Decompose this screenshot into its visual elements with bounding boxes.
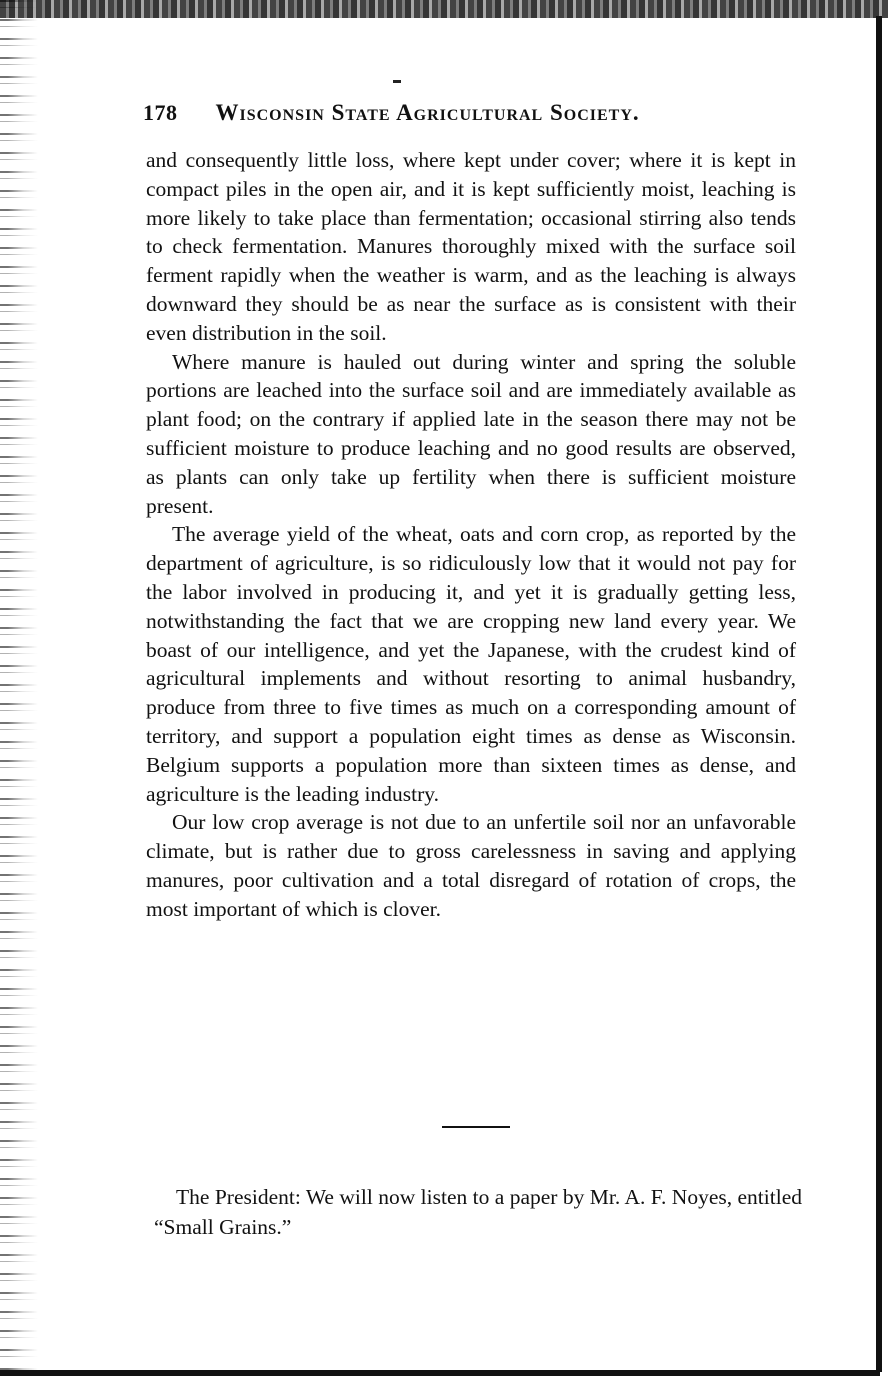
page-border-right — [876, 16, 882, 1372]
page-header — [143, 100, 803, 126]
page-number: 178 — [143, 100, 178, 125]
paragraph-average-yield: The average yield of the wheat, oats and corn crop, as reported by the department of agriculture, is so ridiculously low that it would not pay for the labor involved in producing it, and yet it is gradually getting less, notwithstanding the fact that we are cropping new land every year. We boast of our intelligence, and yet the Japanese, with the crudest kind of agricultural implements and without resorting to animal husbandry, produce from three to five times as much on a corresponding amount of territory, and support a population eight times as dense as Wisconsin. Belgium supports a population more than sixteen times as dense, and agriculture is the leading industry. — [146, 522, 796, 806]
paragraph-low-crop-average: Our low crop average is not due to an unfertile soil nor an unfavorable climate, but is rather due to gross carelessness in saving and applying manures, poor cultivation and a total disregard of rotation of crops, the most important of which is clover. — [146, 810, 796, 921]
section-divider — [442, 1126, 510, 1128]
paragraph-manure-hauling: Where manure is hauled out during winter and spring the soluble portions are leached into the surface soil and are immediately available as plant food; on the contrary if applied late in the season there may not be sufficient moisture to produce leaching and no good results are observed, as plants can only take up fertility when there is sufficient moisture present. — [146, 349, 796, 518]
page-border-bottom — [0, 1370, 880, 1376]
scan-edge-left — [0, 0, 38, 1380]
president-note: The President: We will now listen to a paper by Mr. A. F. Noyes, entitled “Small Grains.” — [154, 1184, 802, 1239]
body-text — [146, 146, 796, 924]
running-title: Wisconsin State Agricultural Society. — [215, 100, 640, 125]
print-mark — [393, 80, 401, 83]
paragraph-continued: and consequently little loss, where kept under cover; where it is kept in compact piles in the open air, and it is kept sufficiently moist, leaching is more likely to take place than fermentation; occasional stirring also tends to check fermentation. Manures thoroughly mixed with the surface soil ferment rapidly when the weather is warm, and as the leaching is always downward they should be as near the surface as is consistent with their even distribution in the soil. — [146, 148, 796, 345]
scan-edge-top — [0, 0, 888, 18]
